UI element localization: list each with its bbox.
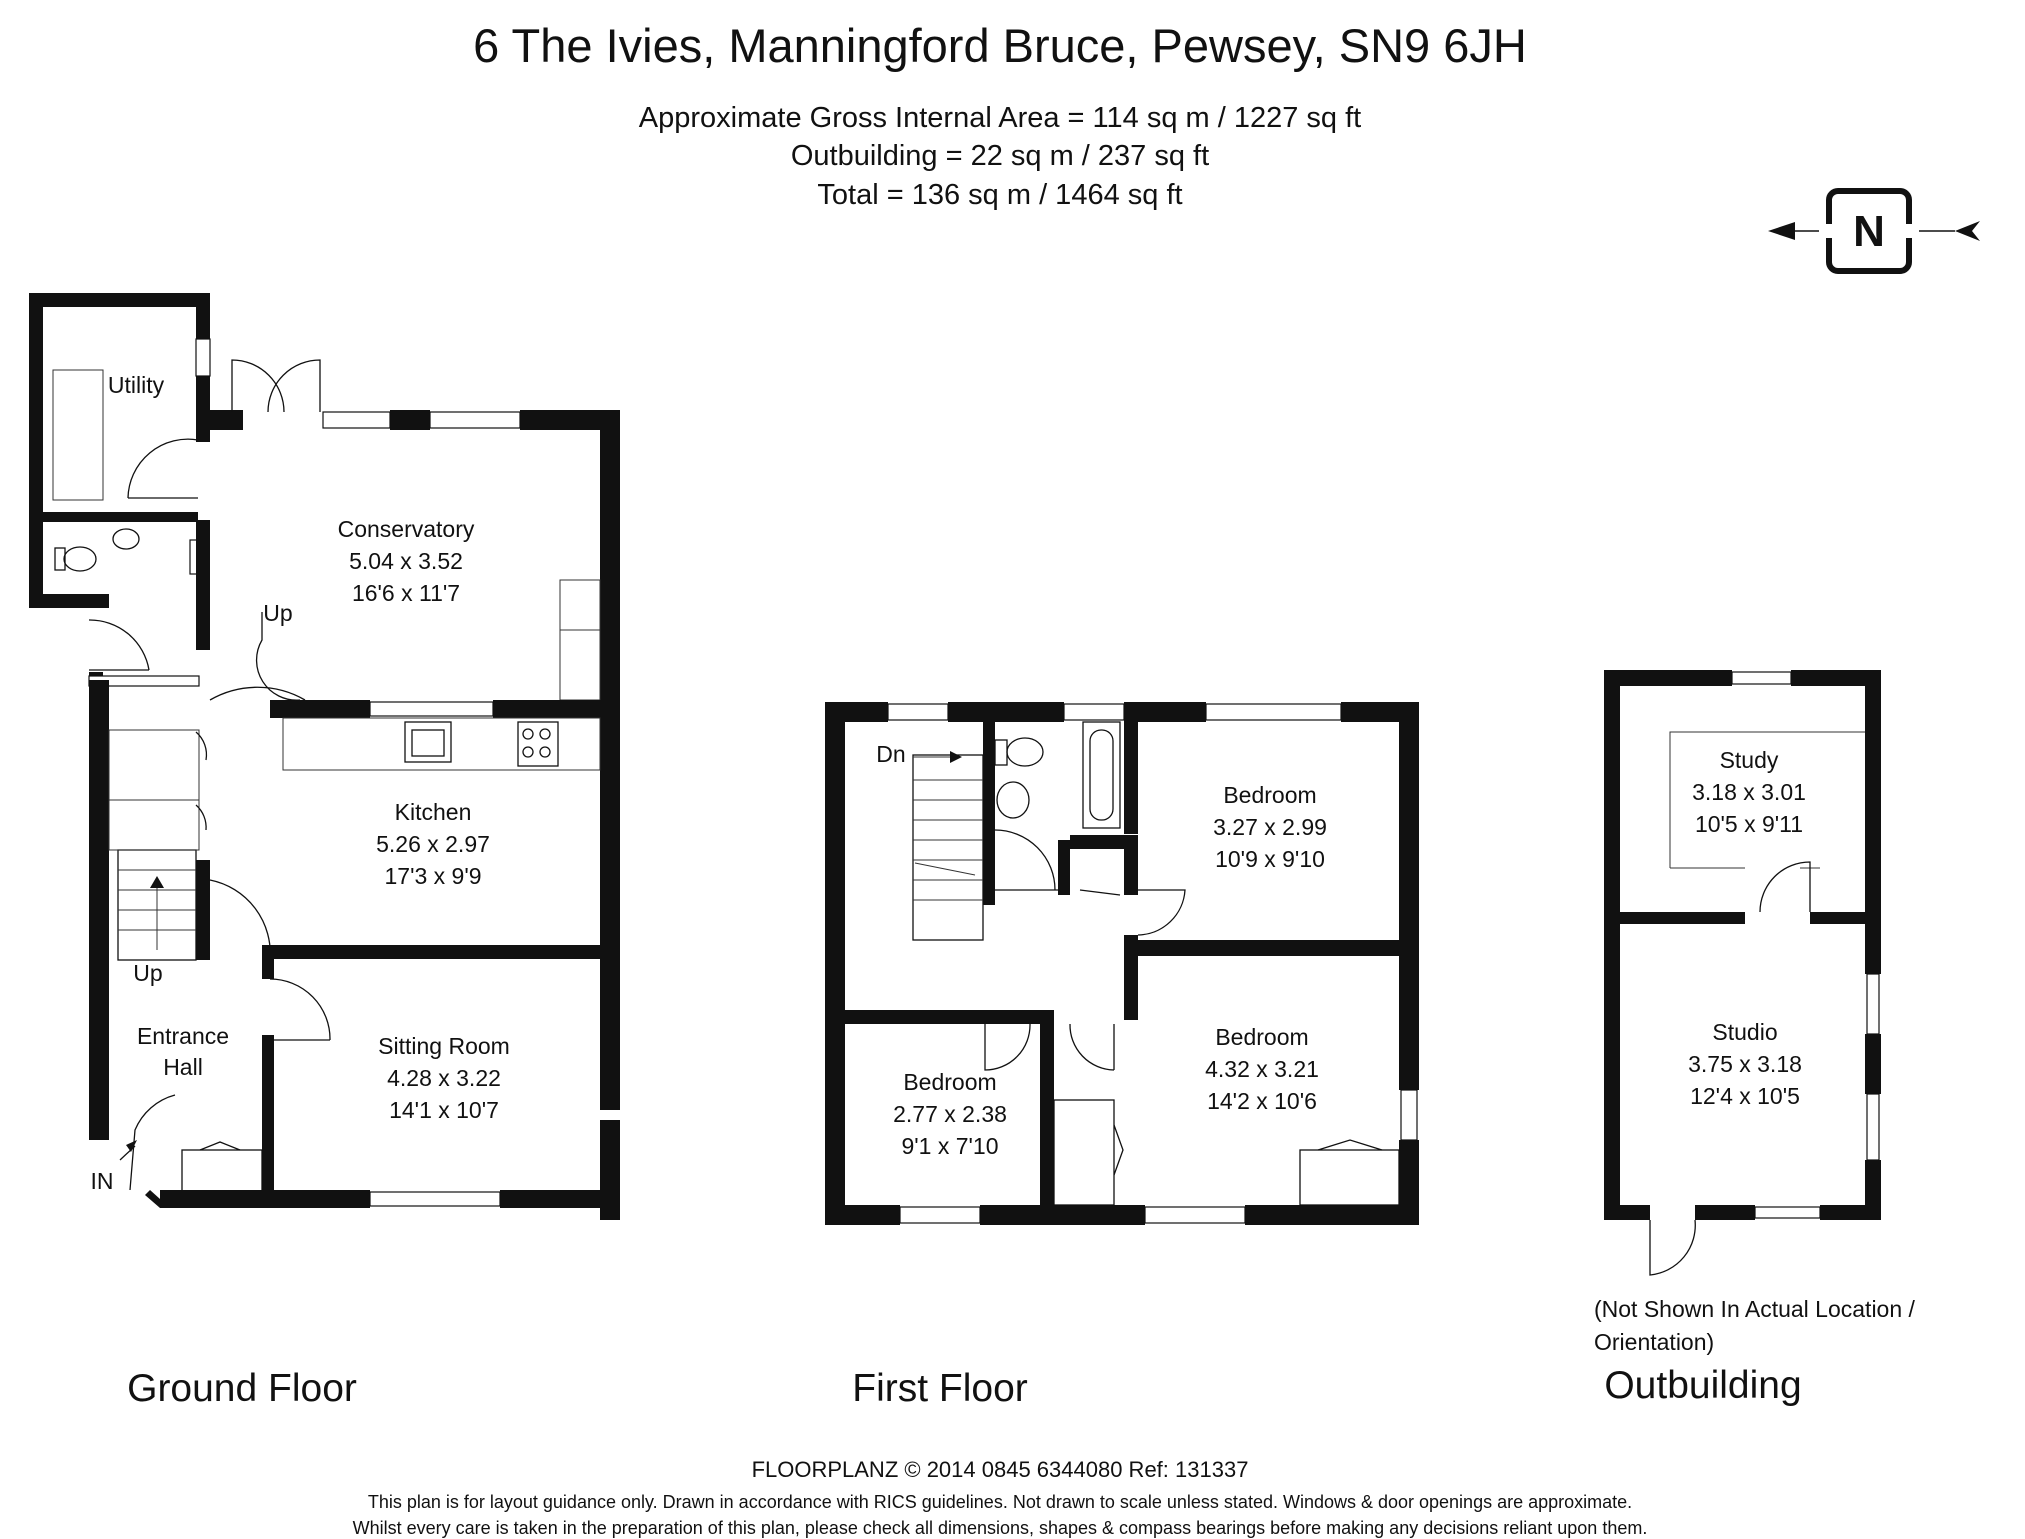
entry-marker: IN (90, 1168, 114, 1194)
room-entrance-hall-name-2: Hall (163, 1054, 203, 1080)
room-studio-name: Studio (1712, 1019, 1778, 1045)
footer-disclaimer-1: This plan is for layout guidance only. Drawn in accordance with RICS guidelines. Not drawn to scale unless stated. Windows & door openings are approximate. (367, 1492, 1633, 1512)
room-study-name: Study (1719, 747, 1779, 773)
compass-north-letter: N (1853, 207, 1885, 256)
gross-internal-area: Approximate Gross Internal Area = 114 sq m / 1227 sq ft (638, 102, 1362, 134)
room-entrance-hall-name-1: Entrance (136, 1023, 230, 1049)
room-bedroom-3-name: Bedroom (903, 1069, 997, 1095)
outbuilding-location-note-2: Orientation) (1594, 1329, 1715, 1355)
stairs-down-marker: Dn (876, 741, 906, 767)
room-sitting-room-imperial: 14'1 x 10'7 (389, 1097, 499, 1123)
room-studio-imperial: 12'4 x 10'5 (1690, 1083, 1800, 1109)
room-studio-metric: 3.75 x 3.18 (1688, 1051, 1802, 1077)
first-floor-label: First Floor (852, 1367, 1028, 1410)
room-sitting-room-name: Sitting Room (378, 1033, 510, 1059)
room-bedroom-1-imperial: 10'9 x 9'10 (1215, 846, 1325, 872)
footer-credit: FLOORPLANZ © 2014 0845 6344080 Ref: 131337 (751, 1457, 1249, 1482)
ground-floor-label: Ground Floor (127, 1367, 357, 1410)
room-study-metric: 3.18 x 3.01 (1692, 779, 1806, 805)
footer-disclaimer-2: Whilst every care is taken in the preparation of this plan, please check all dimensions, shapes & compass bearings before making any decisions reliant upon them. (352, 1518, 1648, 1538)
room-utility-name: Utility (107, 372, 165, 398)
room-kitchen-metric: 5.26 x 2.97 (376, 831, 490, 857)
room-bedroom-1-metric: 3.27 x 2.99 (1213, 814, 1327, 840)
room-kitchen-name: Kitchen (394, 799, 472, 825)
room-conservatory-metric: 5.04 x 3.52 (349, 548, 463, 574)
room-bedroom-3-metric: 2.77 x 2.38 (893, 1101, 1007, 1127)
outbuilding-area: Outbuilding = 22 sq m / 237 sq ft (790, 140, 1210, 172)
outbuilding-label: Outbuilding (1604, 1364, 1802, 1407)
room-study-imperial: 10'5 x 9'11 (1694, 811, 1804, 837)
room-bedroom-2-imperial: 14'2 x 10'6 (1207, 1088, 1317, 1114)
property-address-title: 6 The Ivies, Manningford Bruce, Pewsey, SN9 6JH (473, 19, 1527, 72)
room-conservatory-name: Conservatory (337, 516, 475, 542)
ground-floor-plan (29, 293, 620, 1220)
room-conservatory-imperial: 16'6 x 11'7 (351, 580, 461, 606)
compass-icon (1768, 191, 1980, 271)
room-bedroom-2-metric: 4.32 x 3.21 (1205, 1056, 1319, 1082)
stairs-up-marker-hall: Up (133, 960, 163, 986)
room-kitchen-imperial: 17'3 x 9'9 (384, 863, 482, 889)
room-bedroom-1-name: Bedroom (1223, 782, 1317, 808)
room-sitting-room-metric: 4.28 x 3.22 (387, 1065, 501, 1091)
room-bedroom-2-name: Bedroom (1215, 1024, 1309, 1050)
outbuilding-location-note-1: (Not Shown In Actual Location / (1594, 1296, 1915, 1322)
stairs-up-marker: Up (263, 600, 293, 626)
room-bedroom-3-imperial: 9'1 x 7'10 (901, 1133, 999, 1159)
total-area: Total = 136 sq m / 1464 sq ft (817, 179, 1183, 211)
